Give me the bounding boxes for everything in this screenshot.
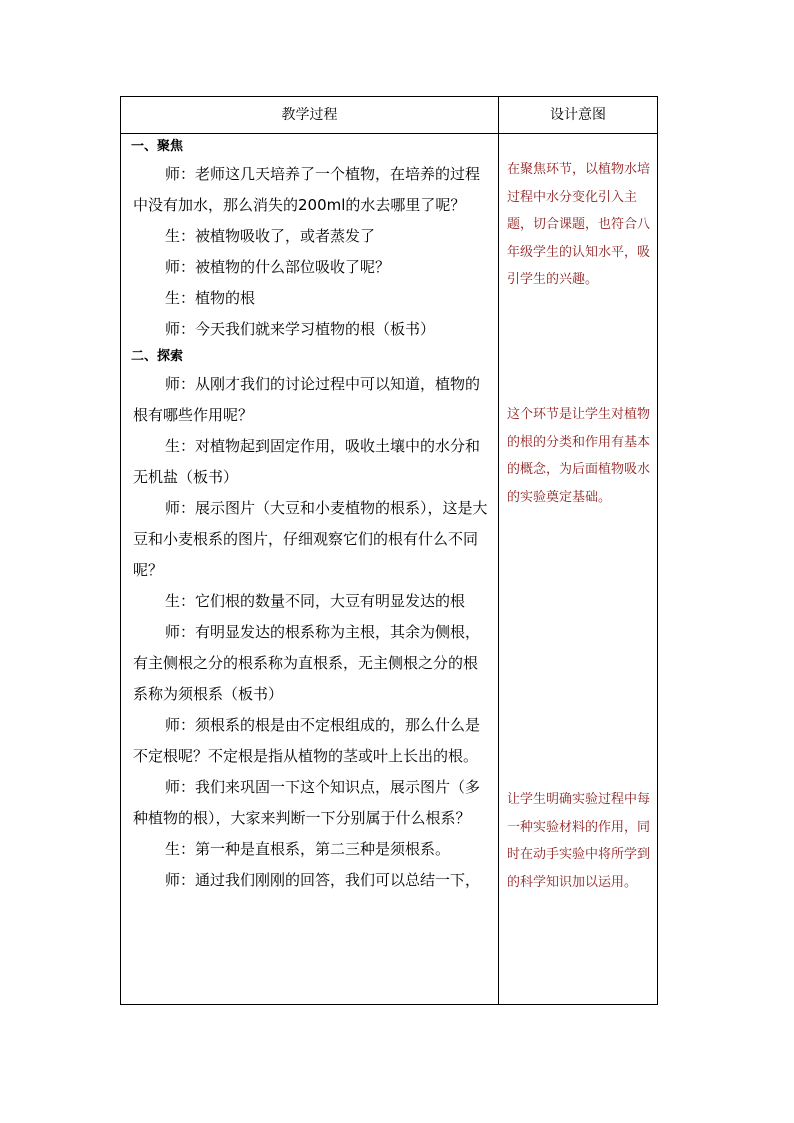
section-heading: 一、聚焦 [131, 139, 184, 154]
paragraph: 师：须根系的根是由不定根组成的，那么什么是不定根呢？不定根是指从植物的茎或叶上长出的根。 [133, 716, 481, 765]
section-heading: 二、探索 [131, 349, 184, 364]
paragraph: 师：今天我们就来学习植物的根（板书） [165, 320, 436, 338]
paragraph: 生：它们根的数量不同，大豆有明显发达的根 [165, 592, 466, 610]
design-note: 这个环节是让学生对植物的根的分类和作用有基本的概念，为后面植物吸水的实验奠定基础。 [507, 407, 651, 505]
paragraph: 师：有明显发达的根系称为主根，其余为侧根，有主侧根之分的根系称为直根系，无主侧根之分的根系称为须根系（板书） [133, 623, 481, 703]
paragraph: 生：对植物起到固定作用，吸收土壤中的水分和无机盐（板书） [133, 437, 481, 486]
column-divider [498, 97, 499, 1004]
lesson-table [120, 96, 658, 1005]
header-divider [121, 133, 657, 134]
design-note: 让学生明确实验过程中每一种实验材料的作用，同时在动手实验中将所学到的科学知识加以运用。 [507, 792, 651, 890]
paragraph: 师：我们来巩固一下这个知识点，展示图片（多种植物的根），大家来判断一下分别属于什么根系？ [133, 778, 481, 827]
paragraph: 生：植物的根 [165, 289, 256, 307]
header-teaching-process: 教学过程 [281, 107, 338, 123]
paragraph: 师：展示图片（大豆和小麦植物的根系），这是大豆和小麦根系的图片，仔细观察它们的根有什么不同呢？ [133, 499, 488, 579]
design-note: 在聚焦环节，以植物水培过程中水分变化引入主题，切合课题，也符合八年级学生的认知水平，吸引学生的兴趣。 [507, 162, 651, 287]
paragraph: 师：从刚才我们的讨论过程中可以知道，植物的根有哪些作用呢？ [133, 375, 481, 424]
paragraph: 师：被植物的什么部位吸收了呢？ [165, 258, 391, 276]
paragraph: 师：老师这几天培养了一个植物，在培养的过程中没有加水，那么消失的200ml的水去哪里了呢？ [133, 165, 481, 214]
teaching-process-column [129, 135, 491, 896]
paragraph: 师：通过我们刚刚的回答，我们可以总结一下， [165, 871, 481, 889]
paragraph: 生：第一种是直根系，第二三种是须根系。 [165, 840, 451, 858]
paragraph: 生：被植物吸收了，或者蒸发了 [165, 227, 376, 245]
header-design-intent: 设计意图 [550, 107, 606, 123]
